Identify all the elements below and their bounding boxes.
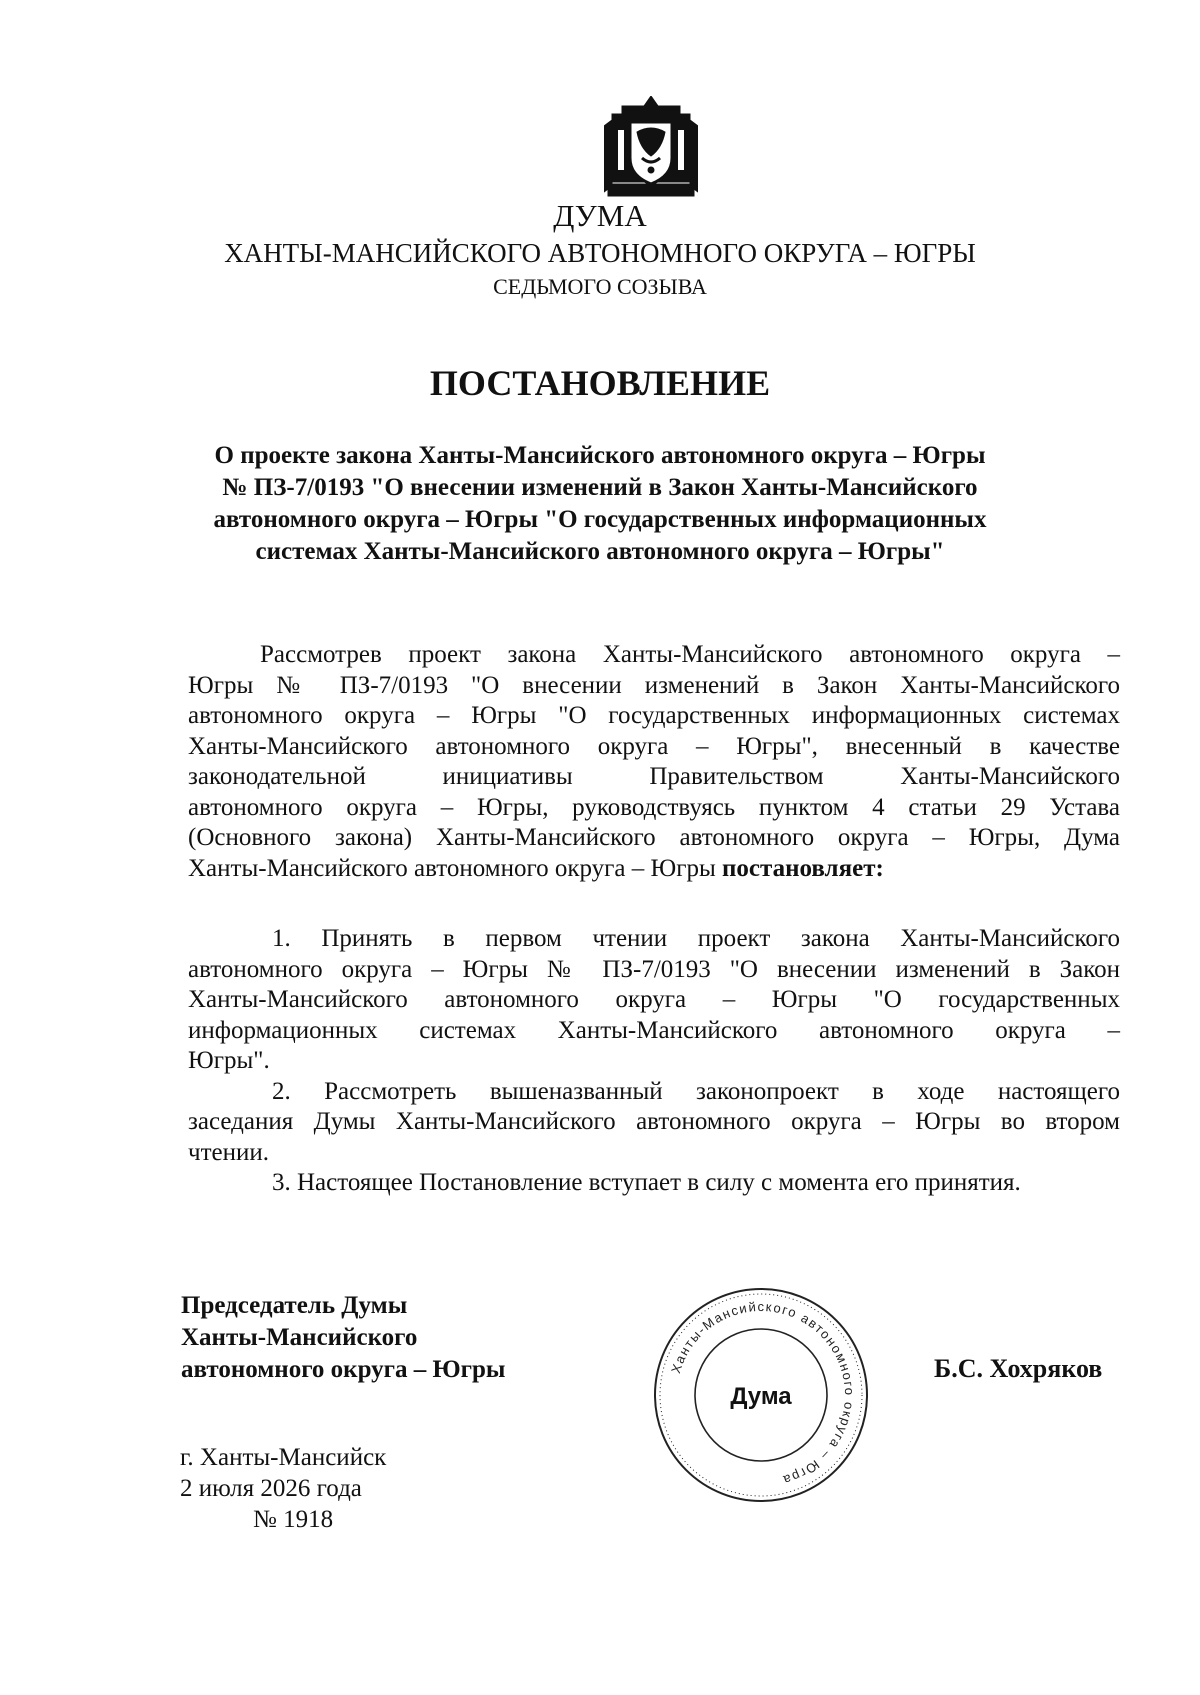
- item-1-line: информационных системах Ханты-Мансийского автономного округа –: [188, 1016, 1120, 1044]
- document-footer: [180, 1442, 386, 1535]
- item-2-line: чтении.: [188, 1138, 269, 1166]
- preamble-line: Рассмотрев проект закона Ханты-Мансийского автономного округа –: [260, 641, 1120, 668]
- preamble-line: автономного округа – Югры, руководствуясь пунктом 4 статьи 29 Устава: [188, 793, 1120, 821]
- preamble-line: Югры № ПЗ-7/0193 "О внесении изменений в Закон Ханты-Мансийского: [188, 671, 1120, 699]
- item-3-line: 3. Настоящее Постановление вступает в силу с момента его принятия.: [272, 1169, 1021, 1196]
- document-subject: [180, 440, 1020, 568]
- document-place: г. Ханты-Мансийск: [180, 1444, 387, 1471]
- item-2-line: 2. Рассмотреть вышеназванный законопроект в ходе настоящего: [272, 1077, 1120, 1105]
- preamble: [188, 640, 1120, 884]
- document-date: 2 июля 2026 года: [180, 1475, 362, 1502]
- preamble-line: законодательной инициативы Правительством Ханты-Мансийского: [188, 763, 1120, 790]
- signer-name: Б.С. Хохряков: [934, 1354, 1103, 1383]
- item-2-line: заседания Думы Ханты-Мансийского автономного округа – Югры во втором: [188, 1108, 1120, 1135]
- signer-position-line: Председатель Думы: [181, 1292, 408, 1319]
- signer-position-line: Ханты-Мансийского: [181, 1324, 418, 1351]
- okrug-title: ХАНТЫ-МАНСИЙСКОГО АВТОНОМНОГО ОКРУГА – ЮГРЫ: [224, 238, 976, 268]
- resolution-items: [188, 924, 1120, 1199]
- subject-line: системах Ханты-Мансийского автономного округа – Югры": [255, 538, 945, 565]
- preamble-final-text: Ханты-Мансийского автономного округа – Югры: [188, 854, 723, 882]
- seal-center-text: Дума: [730, 1383, 792, 1410]
- subject-line: автономного округа – Югры "О государственных информационных: [213, 506, 987, 533]
- subject-line: № ПЗ-7/0193 "О внесении изменений в Закон Ханты-Мансийского: [222, 474, 978, 501]
- svg-text:Ханты-Мансийского автономного: Ханты-Мансийского автономного округа – Югра: [668, 1298, 858, 1489]
- subject-line: О проекте закона Ханты-Мансийского автономного округа – Югры: [214, 442, 986, 469]
- signer-position-line: автономного округа – Югры: [181, 1356, 506, 1383]
- preamble-line: автономного округа – Югры "О государственных информационных системах: [188, 702, 1120, 729]
- item-1-line: автономного округа – Югры № ПЗ-7/0193 "О внесении изменений в Закон: [188, 955, 1120, 983]
- decides-word: постановляет:: [722, 854, 884, 882]
- item-1-line: Югры".: [188, 1047, 270, 1074]
- signer-position: [181, 1290, 505, 1386]
- official-round-seal: [650, 1284, 872, 1506]
- organ-title: ДУМА: [553, 198, 647, 233]
- preamble-final-line: [188, 854, 1120, 885]
- coat-of-arms-emblem: [604, 96, 698, 198]
- item-1-line: 1. Принять в первом чтении проект закона Ханты-Мансийского: [272, 925, 1120, 952]
- preamble-line: (Основного закона) Ханты-Мансийского автономного округа – Югры, Дума: [188, 824, 1120, 851]
- document-type: ПОСТАНОВЛЕНИЕ: [429, 363, 771, 403]
- preamble-line: Ханты-Мансийского автономного округа – Югры", внесенный в качестве: [188, 732, 1120, 760]
- document-number: № 1918: [253, 1506, 334, 1533]
- item-1-line: Ханты-Мансийского автономного округа – Югры "О государственных: [188, 986, 1120, 1013]
- convocation-title: СЕДЬМОГО СОЗЫВА: [493, 274, 707, 299]
